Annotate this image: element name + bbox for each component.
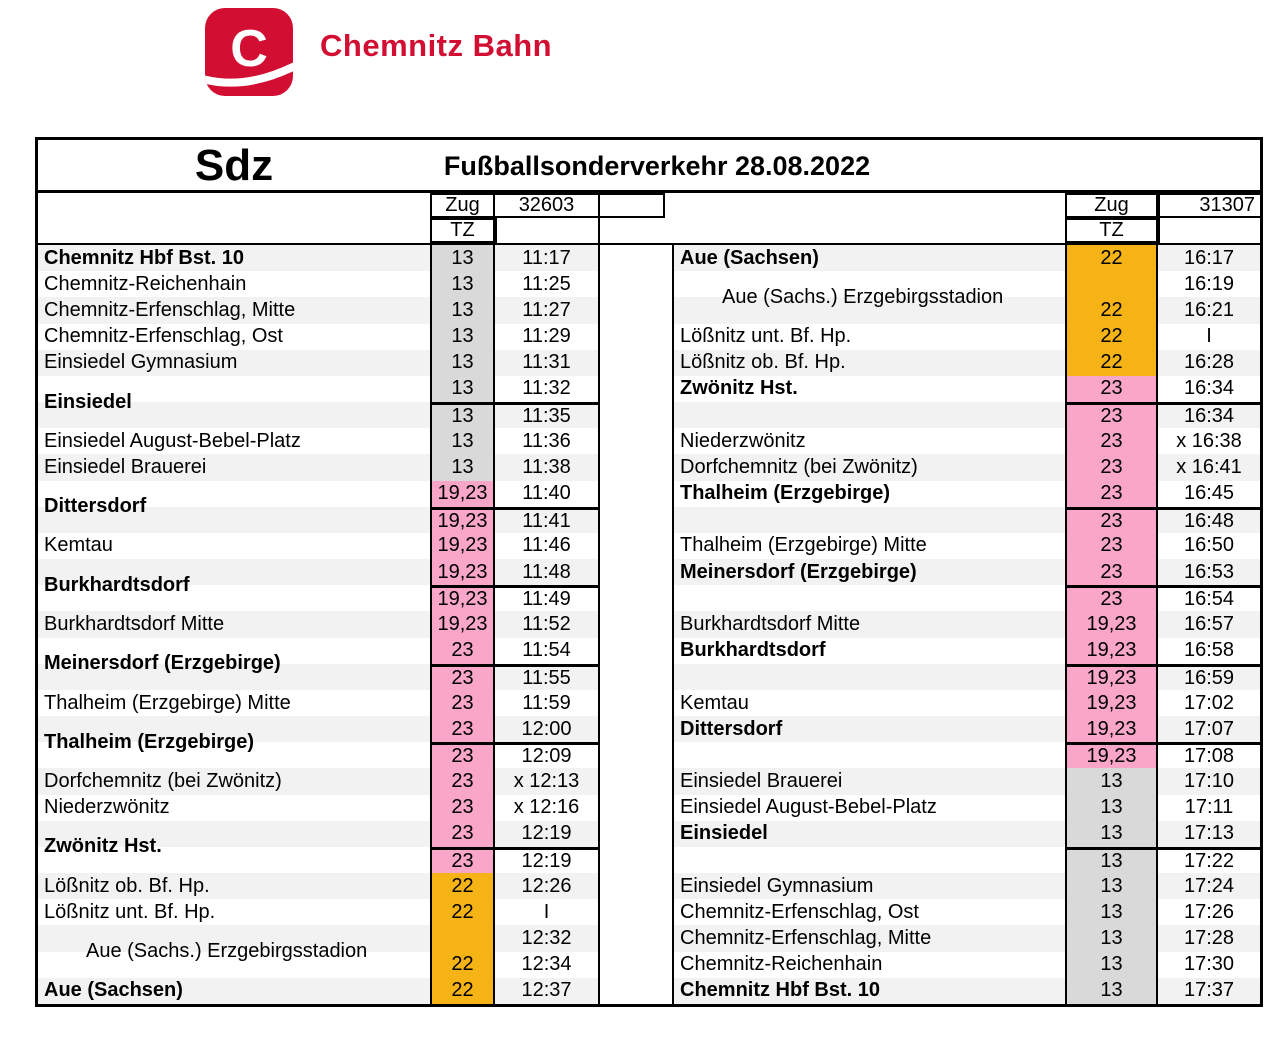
tz-cell: 19,23 xyxy=(430,585,495,611)
time-cell: 17:37 xyxy=(1183,979,1235,1002)
tz-cell: 23 xyxy=(1065,585,1158,611)
tz-cell: 13 xyxy=(1065,873,1158,899)
station-cell: Kemtau xyxy=(680,691,749,714)
tz-cell: 23 xyxy=(1065,559,1158,585)
time-cell: 17:30 xyxy=(1183,953,1235,976)
station-cell: Meinersdorf (Erzgebirge) xyxy=(680,560,917,583)
time-cell: 16:28 xyxy=(1183,351,1235,374)
logo-c-icon: C xyxy=(230,20,268,78)
station-cell: Chemnitz-Erfenschlag, Ost xyxy=(680,900,919,923)
time-cell: I xyxy=(1206,325,1212,348)
station-cell: Chemnitz-Erfenschlag, Ost xyxy=(44,325,283,348)
time-cell: 17:07 xyxy=(1183,717,1235,740)
time-cell: 16:19 xyxy=(1183,272,1235,295)
tz-cell: 19,23 xyxy=(430,481,495,507)
tz-cell: 23 xyxy=(1065,481,1158,507)
tz-cell: 22 xyxy=(430,899,495,925)
time-cell: 11:38 xyxy=(495,454,600,480)
tz-cell: 13 xyxy=(1065,795,1158,821)
train-number-left: 32603 xyxy=(495,193,600,218)
station-cell: Lößnitz unt. Bf. Hp. xyxy=(680,325,852,348)
station-cell: Zwönitz Hst. xyxy=(44,835,162,858)
station-cell: Thalheim (Erzgebirge) Mitte xyxy=(680,534,927,557)
time-cell: I xyxy=(495,899,600,925)
time-cell: 12:26 xyxy=(495,873,600,899)
station-cell: Aue (Sachsen) xyxy=(680,246,819,269)
time-cell: 16:53 xyxy=(1183,560,1235,583)
empty-header-cell xyxy=(1158,218,1260,243)
time-cell: 11:36 xyxy=(495,428,600,454)
time-cell: 16:54 xyxy=(1158,585,1260,611)
tz-cell: 22 xyxy=(430,873,495,899)
empty-header-cell xyxy=(600,193,665,218)
time-cell: 17:26 xyxy=(1183,900,1235,923)
station-cell: Thalheim (Erzgebirge) xyxy=(680,482,891,505)
tz-cell: 19,23 xyxy=(430,611,495,637)
station-cell: Einsiedel Gymnasium xyxy=(44,351,238,374)
station-cell: Burkhardtsdorf Mitte xyxy=(44,612,225,635)
tz-cell: 22 xyxy=(430,978,495,1004)
tz-cell: 13 xyxy=(430,402,495,428)
time-cell: 17:13 xyxy=(1183,822,1235,845)
station-cell: Meinersdorf (Erzgebirge) xyxy=(44,652,281,675)
station-cell: Burkhardtsdorf Mitte xyxy=(680,612,861,635)
time-cell: 12:37 xyxy=(495,978,600,1004)
train-type-label: Sdz xyxy=(194,141,274,190)
time-cell: 11:48 xyxy=(495,559,600,585)
tz-cell: 23 xyxy=(430,742,495,768)
chemnitz-bahn-logo xyxy=(205,8,293,96)
tz-cell: 13 xyxy=(1065,821,1158,847)
time-cell: 16:50 xyxy=(1183,534,1235,557)
time-cell: x 16:41 xyxy=(1176,455,1242,478)
station-cell: Dorfchemnitz (bei Zwönitz) xyxy=(680,455,918,478)
time-cell: 12:09 xyxy=(495,742,600,768)
tz-cell: 13 xyxy=(1065,768,1158,794)
station-cell: Chemnitz Hbf Bst. 10 xyxy=(44,246,245,269)
tz-cell: 23 xyxy=(1065,428,1158,454)
time-cell: x 16:38 xyxy=(1176,429,1242,452)
time-cell: 17:24 xyxy=(1183,874,1235,897)
tz-cell: 13 xyxy=(430,376,495,402)
station-cell: Chemnitz Hbf Bst. 10 xyxy=(680,979,881,1002)
time-cell: 11:55 xyxy=(495,664,600,690)
tz-cell: 23 xyxy=(1065,454,1158,480)
timetable xyxy=(35,137,1263,1007)
station-cell: Einsiedel xyxy=(44,390,132,413)
time-cell: 16:21 xyxy=(1183,298,1235,321)
tz-cell: 23 xyxy=(1065,507,1158,533)
train-column-return xyxy=(672,245,1260,1004)
tz-cell: 23 xyxy=(430,821,495,847)
station-cell: Dittersdorf xyxy=(44,495,147,518)
station-cell: Chemnitz-Reichenhain xyxy=(680,953,883,976)
time-cell: 11:41 xyxy=(495,507,600,533)
tz-cell: 19,23 xyxy=(1065,611,1158,637)
time-cell: 12:34 xyxy=(495,952,600,978)
tz-cell: 13 xyxy=(430,324,495,350)
tz-cell: 23 xyxy=(1065,533,1158,559)
tz-cell: 13 xyxy=(430,454,495,480)
station-cell: Aue (Sachs.) Erzgebirgsstadion xyxy=(722,285,1004,308)
station-cell: Niederzwönitz xyxy=(44,796,170,819)
time-cell: 12:00 xyxy=(495,716,600,742)
train-number-right: 31307 xyxy=(1158,193,1260,218)
title-row xyxy=(38,140,1260,190)
tz-cell: 23 xyxy=(430,638,495,664)
tz-cell: 22 xyxy=(1065,350,1158,376)
zug-label-left: Zug xyxy=(430,193,495,218)
time-cell: 16:34 xyxy=(1183,377,1235,400)
station-cell: Aue (Sachsen) xyxy=(44,979,183,1002)
time-cell: 11:40 xyxy=(495,481,600,507)
time-cell: 11:59 xyxy=(495,690,600,716)
tz-cell: 23 xyxy=(430,768,495,794)
time-cell: 11:54 xyxy=(495,638,600,664)
page-title: Fußballsonderverkehr 28.08.2022 xyxy=(443,151,871,181)
time-cell: 11:46 xyxy=(495,533,600,559)
tz-cell: 19,23 xyxy=(1065,638,1158,664)
tz-cell: 19,23 xyxy=(430,533,495,559)
station-cell: Lößnitz ob. Bf. Hp. xyxy=(680,351,846,374)
tz-cell: 19,23 xyxy=(1065,742,1158,768)
time-cell: 11:49 xyxy=(495,585,600,611)
time-cell: 12:19 xyxy=(495,821,600,847)
time-cell: 11:27 xyxy=(495,297,600,323)
tz-cell: 13 xyxy=(430,271,495,297)
station-cell: Einsiedel xyxy=(680,822,768,845)
station-cell: Einsiedel Brauerei xyxy=(680,770,843,793)
zug-label-right: Zug xyxy=(1065,193,1158,218)
tz-cell: 13 xyxy=(1065,925,1158,951)
tz-cell: 13 xyxy=(1065,952,1158,978)
station-cell: Aue (Sachs.) Erzgebirgsstadion xyxy=(86,940,368,963)
tz-label-left: TZ xyxy=(430,218,495,243)
brand-name: Chemnitz Bahn xyxy=(320,28,553,63)
time-cell: 11:35 xyxy=(495,402,600,428)
tz-cell: 23 xyxy=(430,664,495,690)
time-cell: 11:29 xyxy=(495,324,600,350)
tz-cell: 22 xyxy=(1065,245,1158,271)
time-cell: 16:58 xyxy=(1183,639,1235,662)
station-cell: Chemnitz-Erfenschlag, Mitte xyxy=(44,298,296,321)
station-cell: Lößnitz unt. Bf. Hp. xyxy=(44,900,216,923)
tz-cell: 13 xyxy=(430,350,495,376)
time-cell: 17:02 xyxy=(1183,691,1235,714)
station-cell: Zwönitz Hst. xyxy=(680,377,798,400)
tz-cell: 23 xyxy=(430,690,495,716)
tz-cell: 19,23 xyxy=(430,559,495,585)
station-cell: Burkhardtsdorf xyxy=(44,573,190,596)
tz-cell: 23 xyxy=(430,795,495,821)
tz-cell: 22 xyxy=(1065,297,1158,323)
tz-cell: 19,23 xyxy=(430,507,495,533)
station-cell: Thalheim (Erzgebirge) xyxy=(44,730,255,753)
tz-label-right: TZ xyxy=(1065,218,1158,243)
station-cell: Chemnitz-Erfenschlag, Mitte xyxy=(680,927,932,950)
tz-cell: 13 xyxy=(1065,847,1158,873)
station-cell: Chemnitz-Reichenhain xyxy=(44,272,247,295)
station-cell: Burkhardtsdorf xyxy=(680,639,826,662)
tz-cell: 19,23 xyxy=(1065,664,1158,690)
tz-cell: 22 xyxy=(1065,324,1158,350)
time-cell: 11:52 xyxy=(495,611,600,637)
tz-cell xyxy=(1065,271,1158,297)
tz-cell: 23 xyxy=(1065,402,1158,428)
tz-cell xyxy=(430,925,495,951)
time-cell: 11:31 xyxy=(495,350,600,376)
time-cell: 11:32 xyxy=(495,376,600,402)
tz-cell: 13 xyxy=(1065,978,1158,1004)
time-cell: 17:08 xyxy=(1158,742,1260,768)
tz-cell: 13 xyxy=(1065,899,1158,925)
time-cell: 16:17 xyxy=(1183,246,1235,269)
time-cell: 17:10 xyxy=(1183,770,1235,793)
time-cell: 12:32 xyxy=(495,925,600,951)
time-cell: 17:28 xyxy=(1183,927,1235,950)
time-cell: 11:17 xyxy=(495,245,600,271)
station-cell: Dittersdorf xyxy=(680,717,783,740)
tz-cell: 22 xyxy=(430,952,495,978)
tz-cell: 19,23 xyxy=(1065,690,1158,716)
station-cell: Niederzwönitz xyxy=(680,429,806,452)
station-cell: Einsiedel August-Bebel-Platz xyxy=(44,429,301,452)
time-cell: 16:45 xyxy=(1183,482,1235,505)
time-cell: 16:57 xyxy=(1183,612,1235,635)
time-cell: 17:22 xyxy=(1158,847,1260,873)
station-cell: Einsiedel Gymnasium xyxy=(680,874,874,897)
time-cell: 16:34 xyxy=(1158,402,1260,428)
time-cell: 16:59 xyxy=(1158,664,1260,690)
station-cell: Lößnitz ob. Bf. Hp. xyxy=(44,874,210,897)
time-cell: 12:19 xyxy=(495,847,600,873)
tz-cell: 23 xyxy=(1065,376,1158,402)
empty-header-cell xyxy=(495,218,600,243)
station-cell: Einsiedel August-Bebel-Platz xyxy=(680,796,937,819)
station-cell: Dorfchemnitz (bei Zwönitz) xyxy=(44,770,282,793)
time-cell: 17:11 xyxy=(1184,796,1234,819)
station-cell: Thalheim (Erzgebirge) Mitte xyxy=(44,691,291,714)
tz-cell: 13 xyxy=(430,428,495,454)
time-cell: 11:25 xyxy=(495,271,600,297)
time-cell: x 12:13 xyxy=(495,768,600,794)
station-cell: Kemtau xyxy=(44,534,113,557)
tz-cell: 19,23 xyxy=(1065,716,1158,742)
time-cell: x 12:16 xyxy=(495,795,600,821)
train-column-outbound xyxy=(38,245,600,1004)
tz-cell: 13 xyxy=(430,297,495,323)
tz-cell: 23 xyxy=(430,716,495,742)
tz-cell: 13 xyxy=(430,245,495,271)
time-cell: 16:48 xyxy=(1158,507,1260,533)
tz-cell: 23 xyxy=(430,847,495,873)
station-cell: Einsiedel Brauerei xyxy=(44,455,207,478)
